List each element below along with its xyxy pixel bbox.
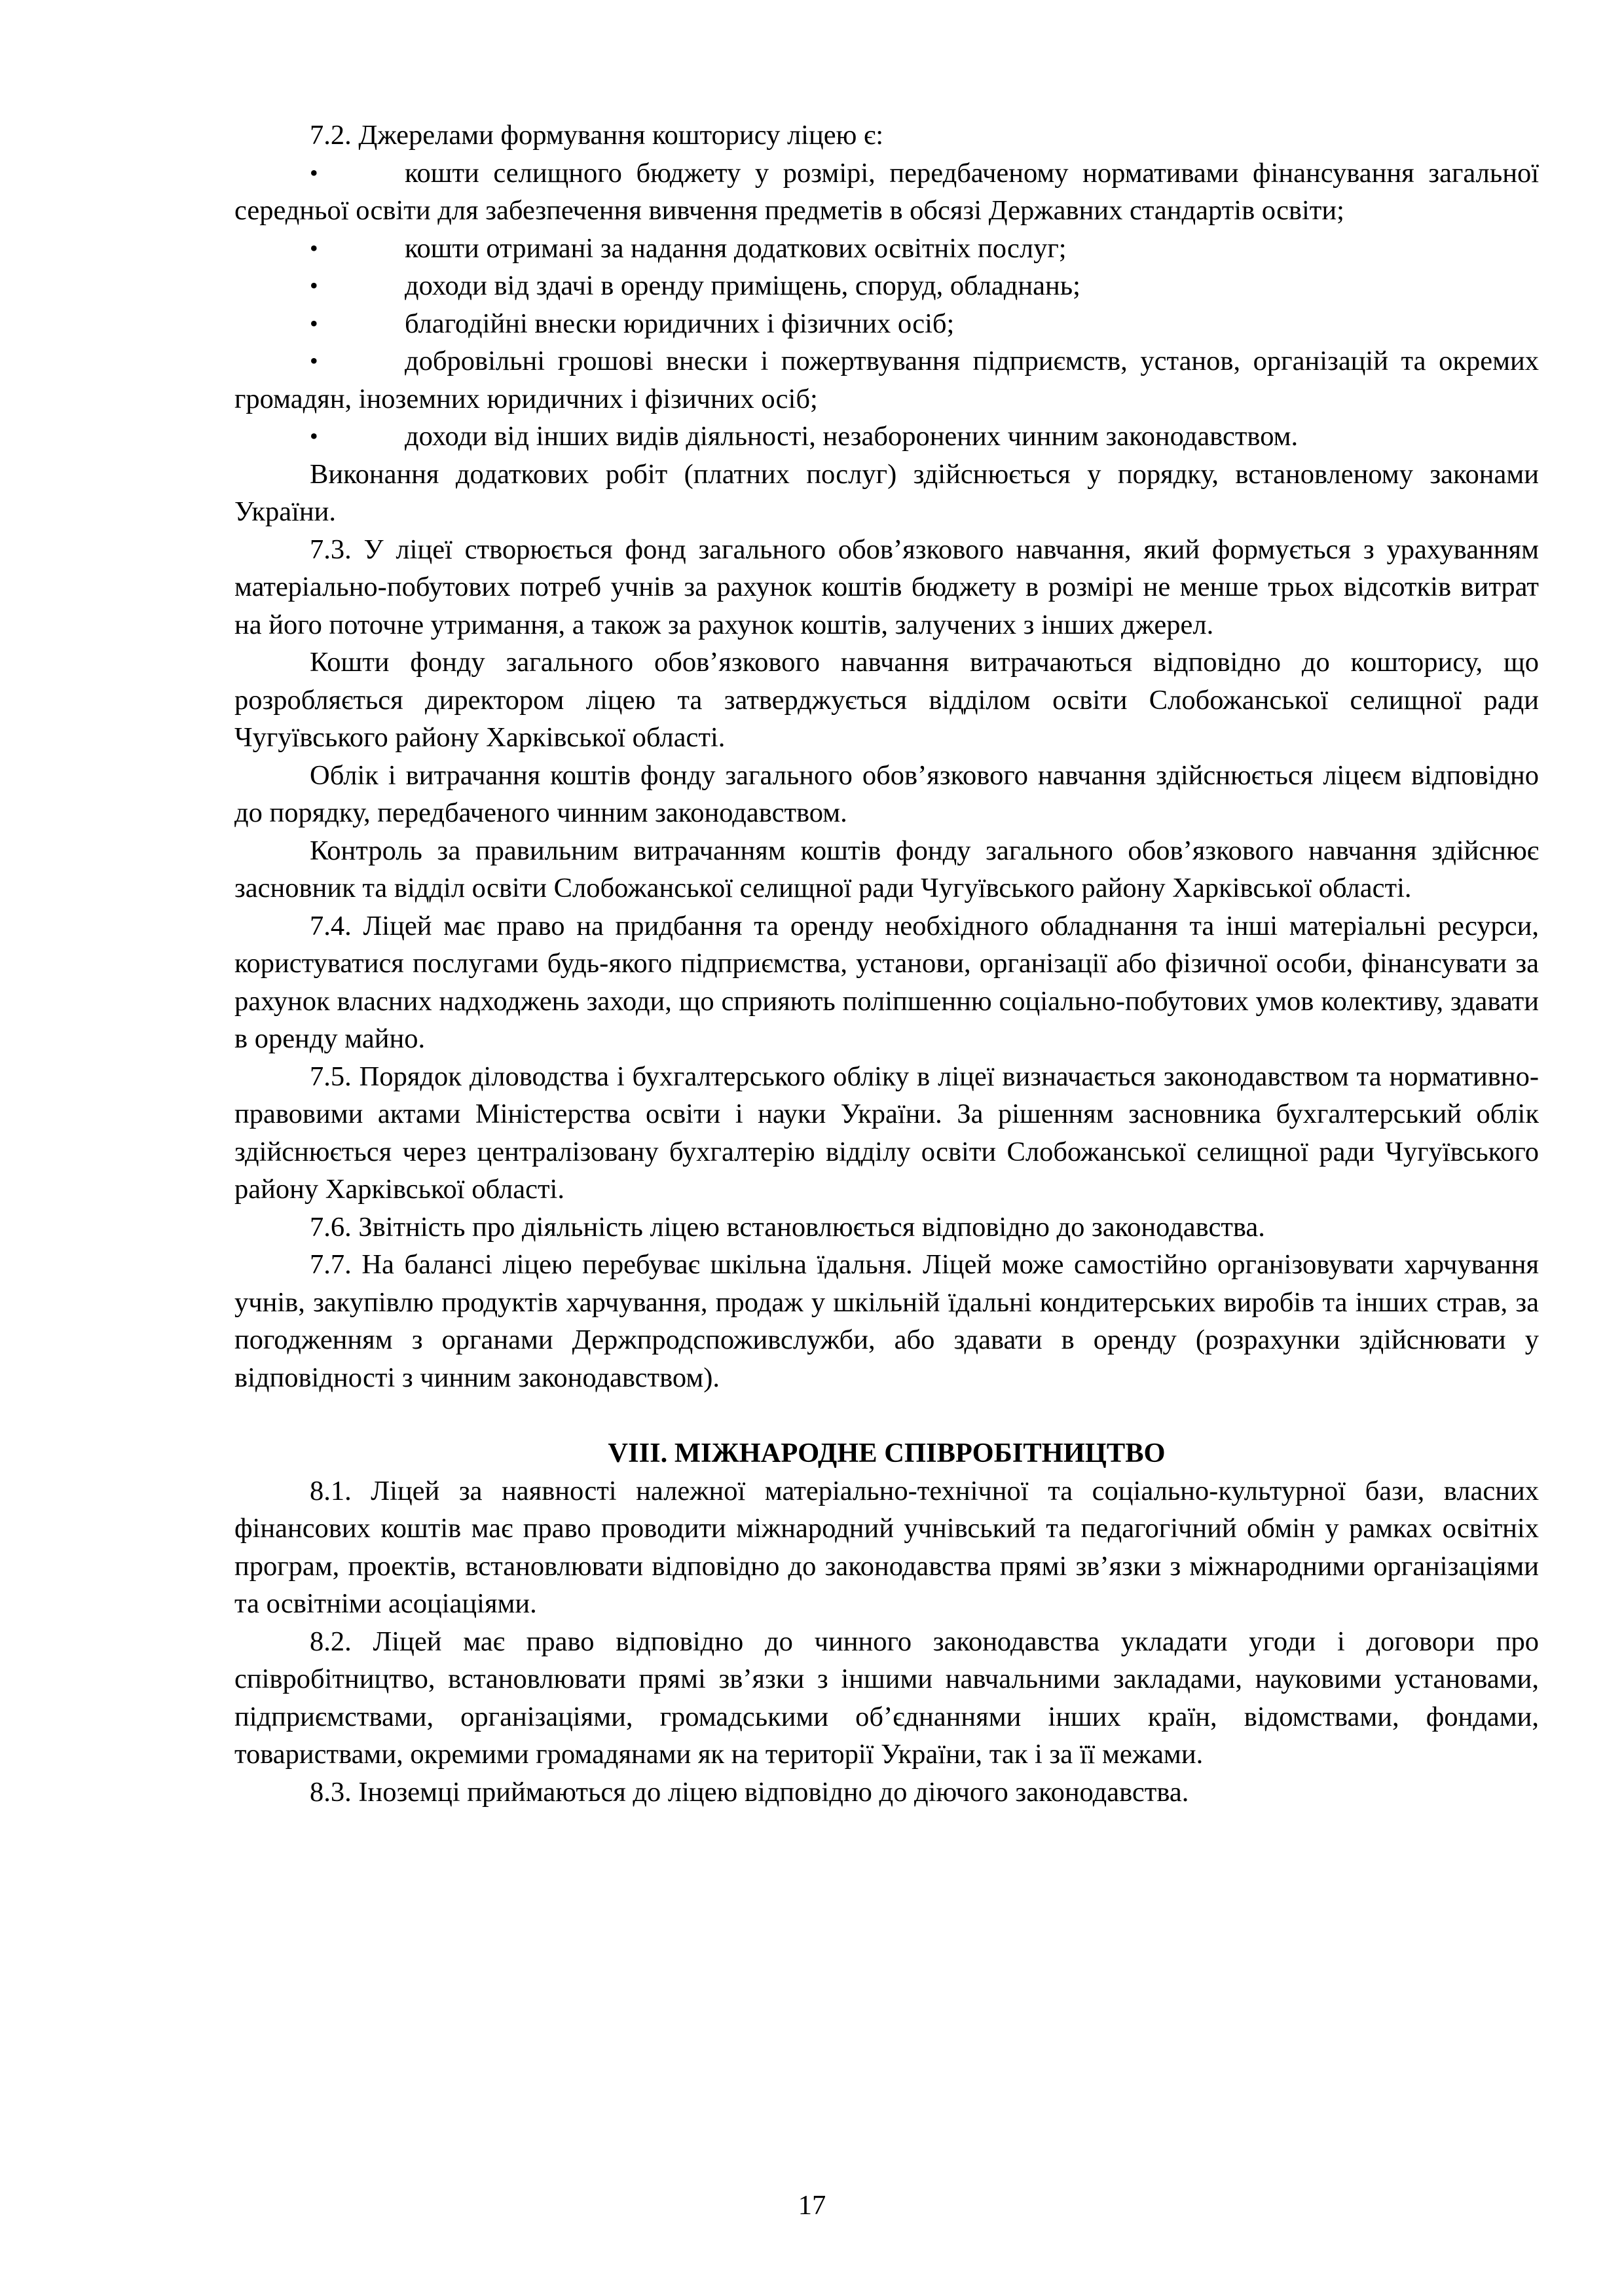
list-item (234, 342, 1539, 418)
paragraph-fund-control: Контроль за правильним витрачанням коштів фонду загального обов’язкового навчання здійснює засновник та відділ освіти Слобожанської селищної ради Чугуївського району Харківської області. (234, 835, 1539, 903)
paragraph-7-3: 7.3. У ліцеї створюється фонд загального обов’язкового навчання, який формується з урахуванням матеріально-побутових потреб учнів за рахунок коштів бюджету в розмірі не менше трьох відсотків витрат на його поточне утримання, а також за рахунок коштів, залучених з інших джерел. (234, 534, 1539, 640)
paragraph-8-3: 8.3. Іноземці приймаються до ліцею відповідно до діючого законодавства. (310, 1776, 1189, 1808)
bullet-icon: • (310, 348, 318, 374)
paragraph-7-4: 7.4. Ліцей має право на придбання та оренду необхідного обладнання та інші матеріальні ресурси, користуватися послугами будь-якого підприємства, установи, організації або фізичної особи, фінансувати за рахунок власних надходжень заходи, що сприяють поліпшенню соціально-побутових умов колективу, здавати в оренду майно. (234, 910, 1539, 1054)
paragraph-8-1: 8.1. Ліцей за наявності належної матеріально-технічної та соціально-культурної бази, власних фінансових коштів має право проводити міжнародний учнівський та педагогічний обмін у рамках освітніх програм, проектів, встановлювати відповідно до законодавства прямі зв’язки з міжнародними організаціями та освітніми асоціаціями. (234, 1475, 1539, 1619)
list-item (234, 230, 1539, 268)
page-number: 17 (798, 2190, 826, 2221)
bullet-icon: • (310, 234, 318, 261)
list-item-text: добровільні грошові внески і пожертвування підприємств, установ, організацій та окремих громадян, іноземних юридичних і фізичних осіб; (234, 346, 1539, 414)
paragraph-8-2: 8.2. Ліцей має право відповідно до чинного законодавства укладати угоди і договори про співробітництво, встановлювати прямі зв’язки з іншими навчальними закладами, науковими установами, підприємствами, організаціями, громадськими об’єднаннями інших країн, відомствами, фондами, товариствами, окремими громадянами як на території України, так і за її межами. (234, 1626, 1539, 1770)
funding-sources-list (234, 155, 1539, 456)
paragraph-additional-work: Виконання додаткових робіт (платних послуг) здійснюється у порядку, встановленому законами України. (234, 458, 1539, 527)
paragraph-7-5: 7.5. Порядок діловодства і бухгалтерського обліку в ліцеї визначається законодавством та нормативно-правовими актами Міністерства освіти і науки України. За рішенням засновника бухгалтерський облік здійснюється через централізовану бухгалтерію відділу освіти Слобожанської селищної ради Чугуївського району Харківської області. (234, 1061, 1539, 1205)
list-item (234, 418, 1539, 456)
paragraph-7-6: 7.6. Звітність про діяльність ліцею встановлюється відповідно до законодавства. (310, 1211, 1265, 1243)
bullet-icon: • (310, 310, 318, 337)
list-item (234, 267, 1539, 305)
bullet-icon: • (310, 159, 318, 186)
paragraph-fund-accounting: Облік і витрачання коштів фонду загального обов’язкового навчання здійснюється ліцеєм відповідно до порядку, передбаченого чинним законодавством. (234, 759, 1539, 828)
list-item-text: благодійні внески юридичних і фізичних осіб; (405, 308, 955, 339)
bullet-icon: • (310, 423, 318, 449)
paragraph-7-2-intro: 7.2. Джерелами формування кошторису ліцею є: (310, 120, 884, 151)
list-item-text: кошти отримані за надання додаткових освітніх послуг; (405, 232, 1067, 264)
list-item (234, 155, 1539, 230)
list-item (234, 305, 1539, 343)
paragraph-7-7: 7.7. На балансі ліцею перебуває шкільна їдальня. Ліцей може самостійно організовувати харчування учнів, закупівлю продуктів харчування, продаж у шкільній їдальні кондитерських виробів та інших страв, за погодженням з органами Держпродспоживслужби, або здавати в оренду (розрахунки здійснювати у відповідності з чинним законодавством). (234, 1249, 1539, 1393)
paragraph-fund-spending: Кошти фонду загального обов’язкового навчання витрачаються відповідно до кошторису, що розробляється директором ліцею та затверджується відділом освіти Слобожанської селищної ради Чугуївського району Харківської області. (234, 647, 1539, 753)
list-item-text: доходи від здачі в оренду приміщень, споруд, обладнань; (405, 270, 1080, 301)
list-item-text: доходи від інших видів діяльності, незаборонених чинним законодавством. (405, 421, 1299, 452)
bullet-icon: • (310, 272, 318, 299)
section-8-heading: VIII. МІЖНАРОДНЕ СПІВРОБІТНИЦТВО (608, 1438, 1166, 1468)
list-item-text: кошти селищного бюджету у розмірі, передбаченому нормативами фінансування загальної середньої освіти для забезпечення вивчення предметів в обсязі Державних стандартів освіти; (234, 157, 1539, 226)
